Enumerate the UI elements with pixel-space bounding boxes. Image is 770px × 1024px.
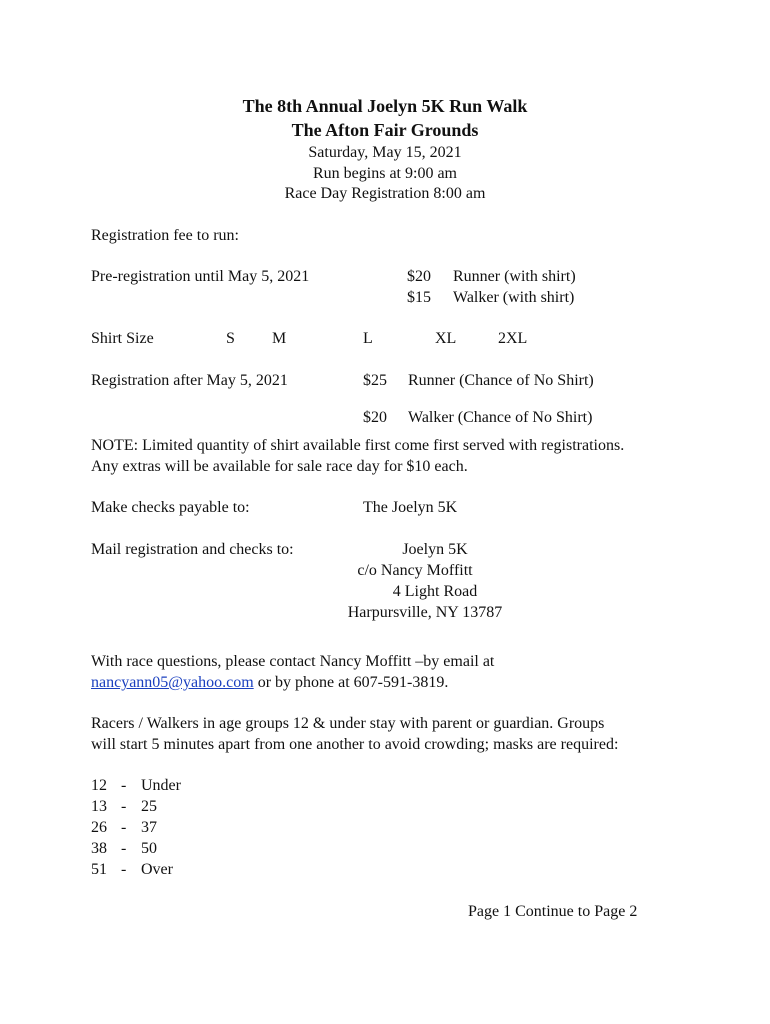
age-group-start: 38 <box>91 840 107 857</box>
pre-walker-price: $15 <box>407 289 431 306</box>
groups-line-1: Racers / Walkers in age groups 12 & under stay with parent or guardian. Groups <box>91 715 605 732</box>
shirt-size-m: M <box>272 330 287 347</box>
mail-label: Mail registration and checks to: <box>91 541 294 558</box>
shirt-size-xl: XL <box>435 330 457 347</box>
groups-line-2: will start 5 minutes apart from one another to avoid crowding; masks are required: <box>91 736 619 753</box>
age-group-dash: - <box>121 840 127 857</box>
pre-runner-desc: Runner (with shirt) <box>453 268 576 285</box>
run-time: Run begins at 9:00 am <box>313 165 457 182</box>
age-group-end: Over <box>141 861 173 878</box>
event-venue: The Afton Fair Grounds <box>291 120 479 140</box>
late-registration-label: Registration after May 5, 2021 <box>91 372 288 389</box>
shirt-size-s: S <box>226 330 235 347</box>
pre-registration-label: Pre-registration until May 5, 2021 <box>91 268 310 285</box>
age-group-end: Under <box>141 777 181 794</box>
age-group-dash: - <box>121 819 127 836</box>
contact-phone-text: or by phone at 607-591-3819. <box>253 674 449 691</box>
age-group-start: 13 <box>91 798 107 815</box>
age-group-end: 50 <box>141 840 157 857</box>
age-group-dash: - <box>121 861 127 878</box>
address-line-2: c/o Nancy Moffitt <box>357 562 473 579</box>
address-line-4: Harpursville, NY 13787 <box>347 604 503 621</box>
address-line-3: 4 Light Road <box>392 583 478 600</box>
checks-payable-label: Make checks payable to: <box>91 499 250 516</box>
late-walker-price: $20 <box>363 409 387 426</box>
age-group-start: 26 <box>91 819 107 836</box>
fee-intro: Registration fee to run: <box>91 227 239 244</box>
event-title: The 8th Annual Joelyn 5K Run Walk <box>242 96 528 116</box>
note-line-1: NOTE: Limited quantity of shirt available first come first served with registrations. <box>91 437 625 454</box>
late-walker-desc: Walker (Chance of No Shirt) <box>408 409 593 426</box>
age-group-end: 25 <box>141 798 157 815</box>
shirt-size-l: L <box>363 330 373 347</box>
age-group-end: 37 <box>141 819 157 836</box>
age-group-dash: - <box>121 777 127 794</box>
page-footer: Page 1 Continue to Page 2 <box>468 903 638 920</box>
email-link[interactable]: nancyann05@yahoo.com <box>91 674 254 691</box>
contact-line-2 <box>91 673 448 693</box>
shirt-size-label: Shirt Size <box>91 330 154 347</box>
pre-walker-desc: Walker (with shirt) <box>453 289 575 306</box>
age-group-start: 51 <box>91 861 107 878</box>
note-line-2: Any extras will be available for sale race day for $10 each. <box>91 458 468 475</box>
checks-payable-value: The Joelyn 5K <box>363 499 458 516</box>
shirt-size-2xl: 2XL <box>498 330 528 347</box>
age-group-dash: - <box>121 798 127 815</box>
registration-time: Race Day Registration 8:00 am <box>284 185 486 202</box>
pre-runner-price: $20 <box>407 268 431 285</box>
late-runner-desc: Runner (Chance of No Shirt) <box>408 372 594 389</box>
event-date: Saturday, May 15, 2021 <box>308 144 462 161</box>
age-group-start: 12 <box>91 777 107 794</box>
late-runner-price: $25 <box>363 372 387 389</box>
address-line-1: Joelyn 5K <box>402 541 468 558</box>
contact-line-1: With race questions, please contact Nancy Moffitt –by email at <box>91 653 495 670</box>
